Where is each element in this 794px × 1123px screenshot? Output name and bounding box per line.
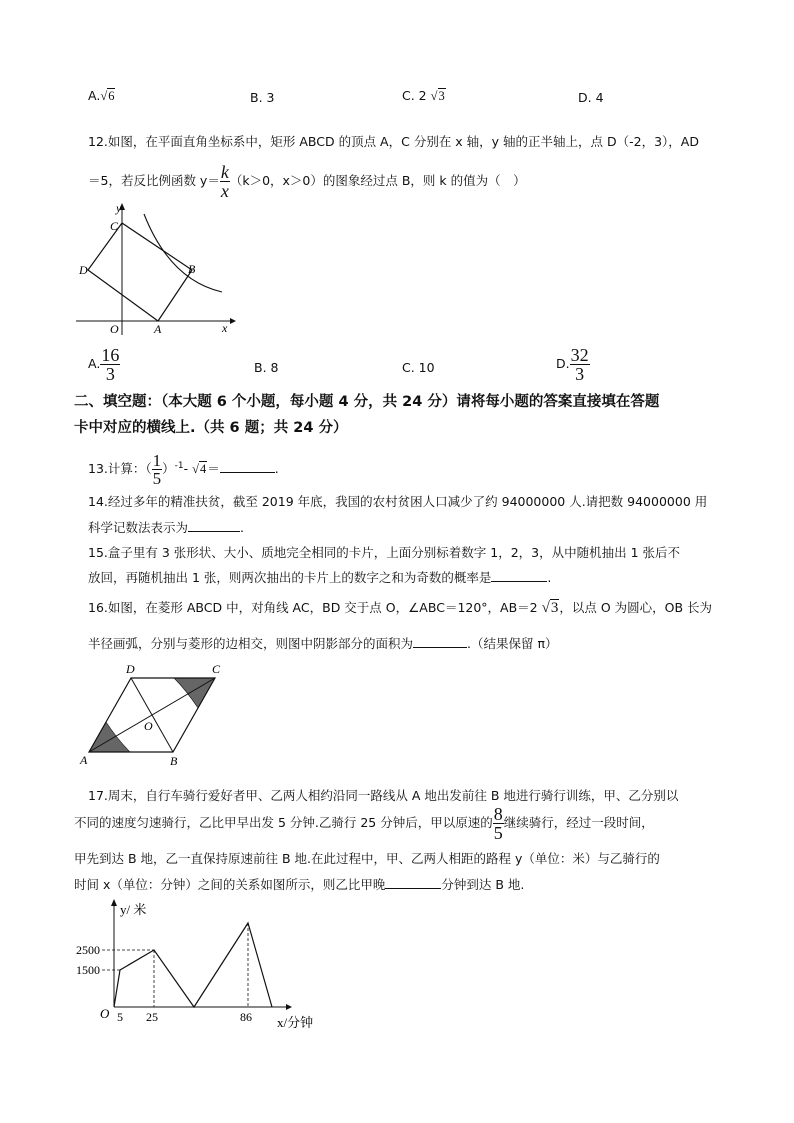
denominator: 5 (152, 469, 162, 488)
answer-blank[interactable] (220, 460, 275, 473)
fraction-k-over-x (220, 163, 230, 200)
origin-label: O (100, 1006, 110, 1021)
q16-line-2 (88, 634, 558, 652)
option-label: A. (88, 356, 101, 371)
fraction-eight-fifths (493, 805, 504, 842)
x-tick-86: 86 (240, 1010, 252, 1024)
numerator: 32 (570, 345, 589, 365)
origin-label: O (110, 322, 119, 336)
q12-line-2 (88, 163, 526, 200)
sqrt-expression: √4 (192, 462, 207, 476)
q17-text: 继续骑行，经过一段时间， (503, 815, 654, 830)
q12-option-d (556, 346, 590, 383)
point-c-label: C (212, 662, 221, 676)
q17-line-1: 17.周末，自行车骑行爱好者甲、乙两人相约沿同一路线从 A 地出发前往 B 地进行骑行训练，甲、乙分别以 (88, 788, 679, 803)
q14-line-2 (88, 518, 244, 536)
q12-figure (70, 200, 245, 340)
x-tick-5: 5 (117, 1010, 123, 1024)
q17-line-4 (74, 875, 524, 893)
point-d-label: D (126, 662, 135, 676)
q17-line-3: 甲先到达 B 地，乙一直保持原速前往 B 地.在此过程中，甲、乙两人相距的路程 y（单位：米）与乙骑行的 (74, 851, 660, 866)
q12-text: ＝5，若反比例函数 y＝ (88, 173, 220, 188)
q11-option-c (402, 88, 446, 104)
y-axis-label: y/ 米 (120, 902, 147, 917)
q14-line-1: 14.经过多年的精准扶贫，截至 2019 年底，我国的农村贫困人口减少了约 94000000 人.请把数 94000000 用 (88, 494, 708, 509)
sqrt-expression: √3 (430, 89, 445, 103)
point-o-label: O (144, 719, 153, 733)
radicand: 3 (438, 89, 445, 103)
option-label: A. (88, 88, 101, 103)
fraction-one-fifth (152, 452, 163, 487)
period: . (240, 520, 244, 535)
minus-sign: - (183, 461, 189, 476)
denominator: 5 (493, 823, 503, 843)
answer-blank[interactable] (385, 876, 441, 889)
q17-text: 分钟到达 B 地. (441, 877, 525, 892)
point-c-label: C (110, 219, 119, 233)
radicand: 4 (200, 462, 207, 476)
q16-text: 16.如图，在菱形 ABCD 中，对角线 AC，BD 交于点 O，∠ABC＝120°，AB＝2 (88, 600, 538, 615)
shaded-region-a (89, 722, 130, 752)
q12-text: （k＞0，x＞0）的图象经过点 B，则 k 的值为（ ） (229, 173, 526, 188)
q11-option-d: D. 4 (578, 90, 604, 105)
point-a-label: A (154, 322, 162, 336)
denominator: 3 (100, 364, 120, 383)
period: . (274, 461, 279, 476)
sqrt-expression: √6 (100, 89, 115, 103)
section-2-heading-line-2: 卡中对应的横线上.（共 6 题；共 24 分） (74, 420, 348, 436)
answer-blank[interactable] (188, 519, 240, 532)
point-d-label: D (79, 263, 88, 277)
q11-option-a (88, 88, 115, 104)
q12-option-b: B. 8 (254, 360, 279, 375)
fraction (100, 346, 120, 383)
q16-text: 半径画弧，分别与菱形的边相交，则图中阴影部分的面积为 (88, 636, 414, 651)
sqrt-expression: √3 (541, 600, 559, 616)
numerator: 16 (101, 345, 120, 365)
point-b-label: B (188, 262, 196, 276)
q16-text: ，以点 O 为圆心，OB 长为 (559, 600, 713, 615)
q16-text: .（结果保留 π） (467, 636, 558, 651)
denominator: 3 (570, 364, 590, 383)
q17-text: 时间 x（单位：分钟）之间的关系如图所示，则乙比甲晚 (74, 877, 386, 892)
y-tick-2500: 2500 (76, 943, 100, 957)
q15-line-1: 15.盒子里有 3 张形状、大小、质地完全相同的卡片，上面分别标着数字 1，2，3，从中随机抽出 1 张后不 (88, 545, 681, 560)
q12-option-c: C. 10 (402, 360, 435, 375)
q13-line (88, 452, 279, 487)
x-tick-25: 25 (146, 1010, 158, 1024)
x-axis-label: x (222, 321, 228, 335)
section-2-heading-line-1: 二、填空题：（本大题 6 个小题，每小题 4 分，共 24 分）请将每小题的答案直接填在答题 (74, 394, 660, 410)
exponent: -1 (174, 460, 184, 471)
q16-line-1 (88, 598, 712, 617)
shaded-region-c (174, 678, 215, 708)
answer-blank[interactable] (491, 569, 547, 582)
radicand: 3 (550, 600, 559, 616)
numerator: 1 (152, 451, 162, 470)
q12-option-a (88, 346, 120, 383)
option-label: D. (556, 356, 570, 371)
q11-option-b: B. 3 (250, 90, 275, 105)
q15-text: 放回，再随机抽出 1 张，则两次抽出的卡片上的数字之和为奇数的概率是 (88, 570, 492, 585)
period: . (547, 570, 552, 585)
q17-line-2 (74, 805, 654, 842)
point-b-label: B (170, 754, 178, 768)
x-axis-label: x/分钟 (277, 1015, 314, 1030)
point-a-label: A (80, 753, 88, 767)
radicand: 6 (108, 89, 115, 103)
answer-blank[interactable] (413, 635, 467, 648)
q13-text: 13.计算：（ (88, 461, 152, 476)
q17-text: 不同的速度匀速骑行，乙比甲早出发 5 分钟.乙骑行 25 分钟后，甲以原速的 (74, 815, 493, 830)
q17-graph (74, 896, 344, 1038)
numerator: k (220, 162, 229, 182)
q12-line-1: 12.如图，在平面直角坐标系中，矩形 ABCD 的顶点 A，C 分别在 x 轴，y 轴的正半轴上，点 D（-2，3），AD (88, 134, 699, 149)
y-axis-label: y (116, 201, 122, 215)
option-label: C. 2 (402, 88, 427, 103)
y-tick-1500: 1500 (76, 963, 100, 977)
equals-sign: ＝ (207, 461, 220, 476)
numerator: 8 (493, 804, 503, 824)
q15-line-2 (88, 568, 551, 586)
fraction (570, 346, 590, 383)
q13-text: ） (162, 461, 175, 476)
q14-text: 科学记数法表示为 (88, 520, 189, 535)
q16-figure (74, 658, 234, 770)
denominator: x (220, 181, 229, 201)
